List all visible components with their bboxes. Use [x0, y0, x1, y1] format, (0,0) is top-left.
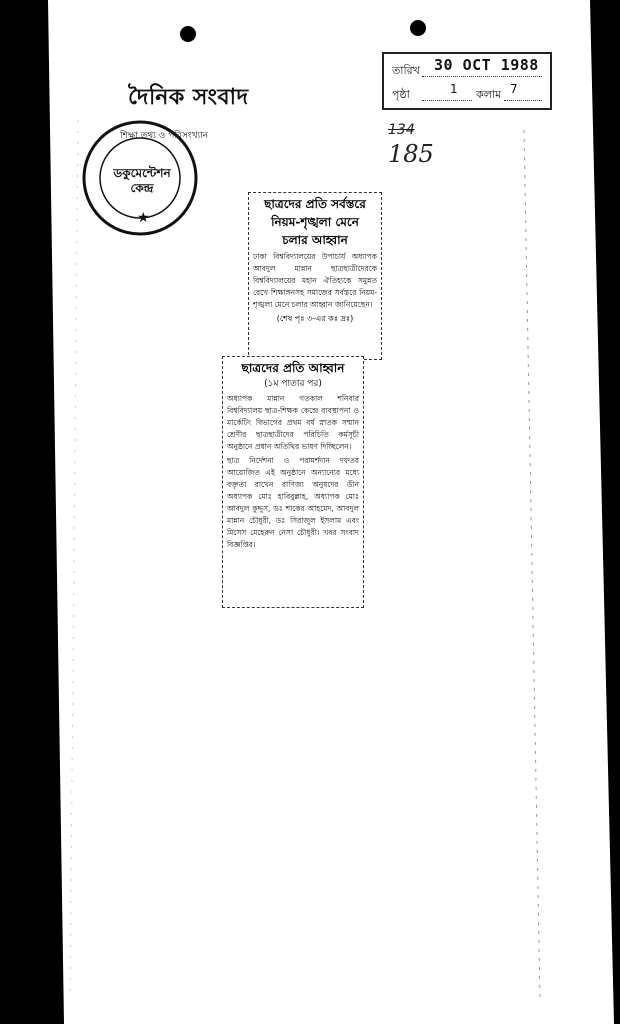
punch-hole-left: [180, 26, 196, 42]
news-clipping-continuation: [222, 356, 364, 608]
news-clipping-main: [248, 192, 382, 360]
date-stamp-box: [382, 52, 552, 110]
file-number-struck: 134: [388, 122, 415, 138]
file-number: 185: [388, 140, 434, 168]
continued-note: (শেষ পৃঃ ৩-এর কঃ দ্রঃ): [276, 314, 354, 323]
date-label: তারিখ: [392, 64, 420, 77]
article-body: ঢাকা বিশ্ববিদ্যালয়ের উপাচার্য অধ্যাপক আবদুল মান্নান ছাত্রছাত্রীদেরকে বিশ্ববিদ্যালয়ের মহান ঐতিহ্যকে সমুন্নত রেখে শিক্ষাঙ্গনসহ সমাজের সর্বস্তরে নিয়ম-শৃঙ্খলা মেনে চলার আহ্বান জানিয়েছেন।: [253, 252, 377, 309]
column-value: 7: [510, 82, 518, 96]
seal-ring-text: শিক্ষা তথ্য ও পরিসংখ্যান: [120, 131, 209, 141]
seal-center-text: ডকুমেন্টেশন কেন্দ্র: [113, 166, 171, 195]
continuation-headline: ছাত্রদের প্রতি আহ্বান: [241, 361, 345, 375]
article-headline: ছাত্রদের প্রতি সর্বস্তরে নিয়ম-শৃঙ্খলা মেনে চলার আহ্বান: [264, 197, 366, 247]
page-value: 1: [450, 82, 458, 96]
continuation-subhead: (১ম পাতার পর): [264, 379, 322, 389]
punch-hole-right: [410, 20, 426, 36]
column-label: কলাম: [476, 88, 502, 101]
continuation-body-1: অধ্যাপক মান্নান গতকাল শনিবার বিশ্ববিদ্যালয় ছাত্র-শিক্ষক কেন্দ্রে ব্যবস্থাপনা ও মার্কেটিং বিভাগের প্রথম বর্ষ স্নাতক সম্মান শ্রেণীর ছাত্রছাত্রীদের পরিচিতি কর্মসূচী অনুষ্ঠানে প্রধান অতিথির ভাষণ দিচ্ছিলেন।: [227, 394, 359, 451]
newspaper-masthead: দৈনিক সংবাদ: [128, 85, 249, 110]
svg-text:★: ★: [137, 210, 150, 226]
date-value: 30 OCT 1988: [434, 56, 539, 74]
page-label: পৃষ্ঠা: [392, 88, 410, 101]
continuation-body-2: ছাত্র নির্দেশনা ও পরামর্শদান দফতর আয়োজিত এই অনুষ্ঠানে অন্যান্যের মধ্যে বক্তৃতা রাখেন বাণিজ্য অনুষদের ডীন অধ্যাপক মোঃ হাবিবুল্লাহ, অধ্যাপক মোঃ আবদুল কুদ্দুস, ডঃ শাকের আহমেদ, আবদুল মান্নান চৌধুরী, ডঃ সিরাজুল ইসলাম এবং মিসেস মেহেরুন নেসা চৌধুরী। খবর সংবাদ বিজ্ঞপ্তির।: [227, 456, 359, 549]
